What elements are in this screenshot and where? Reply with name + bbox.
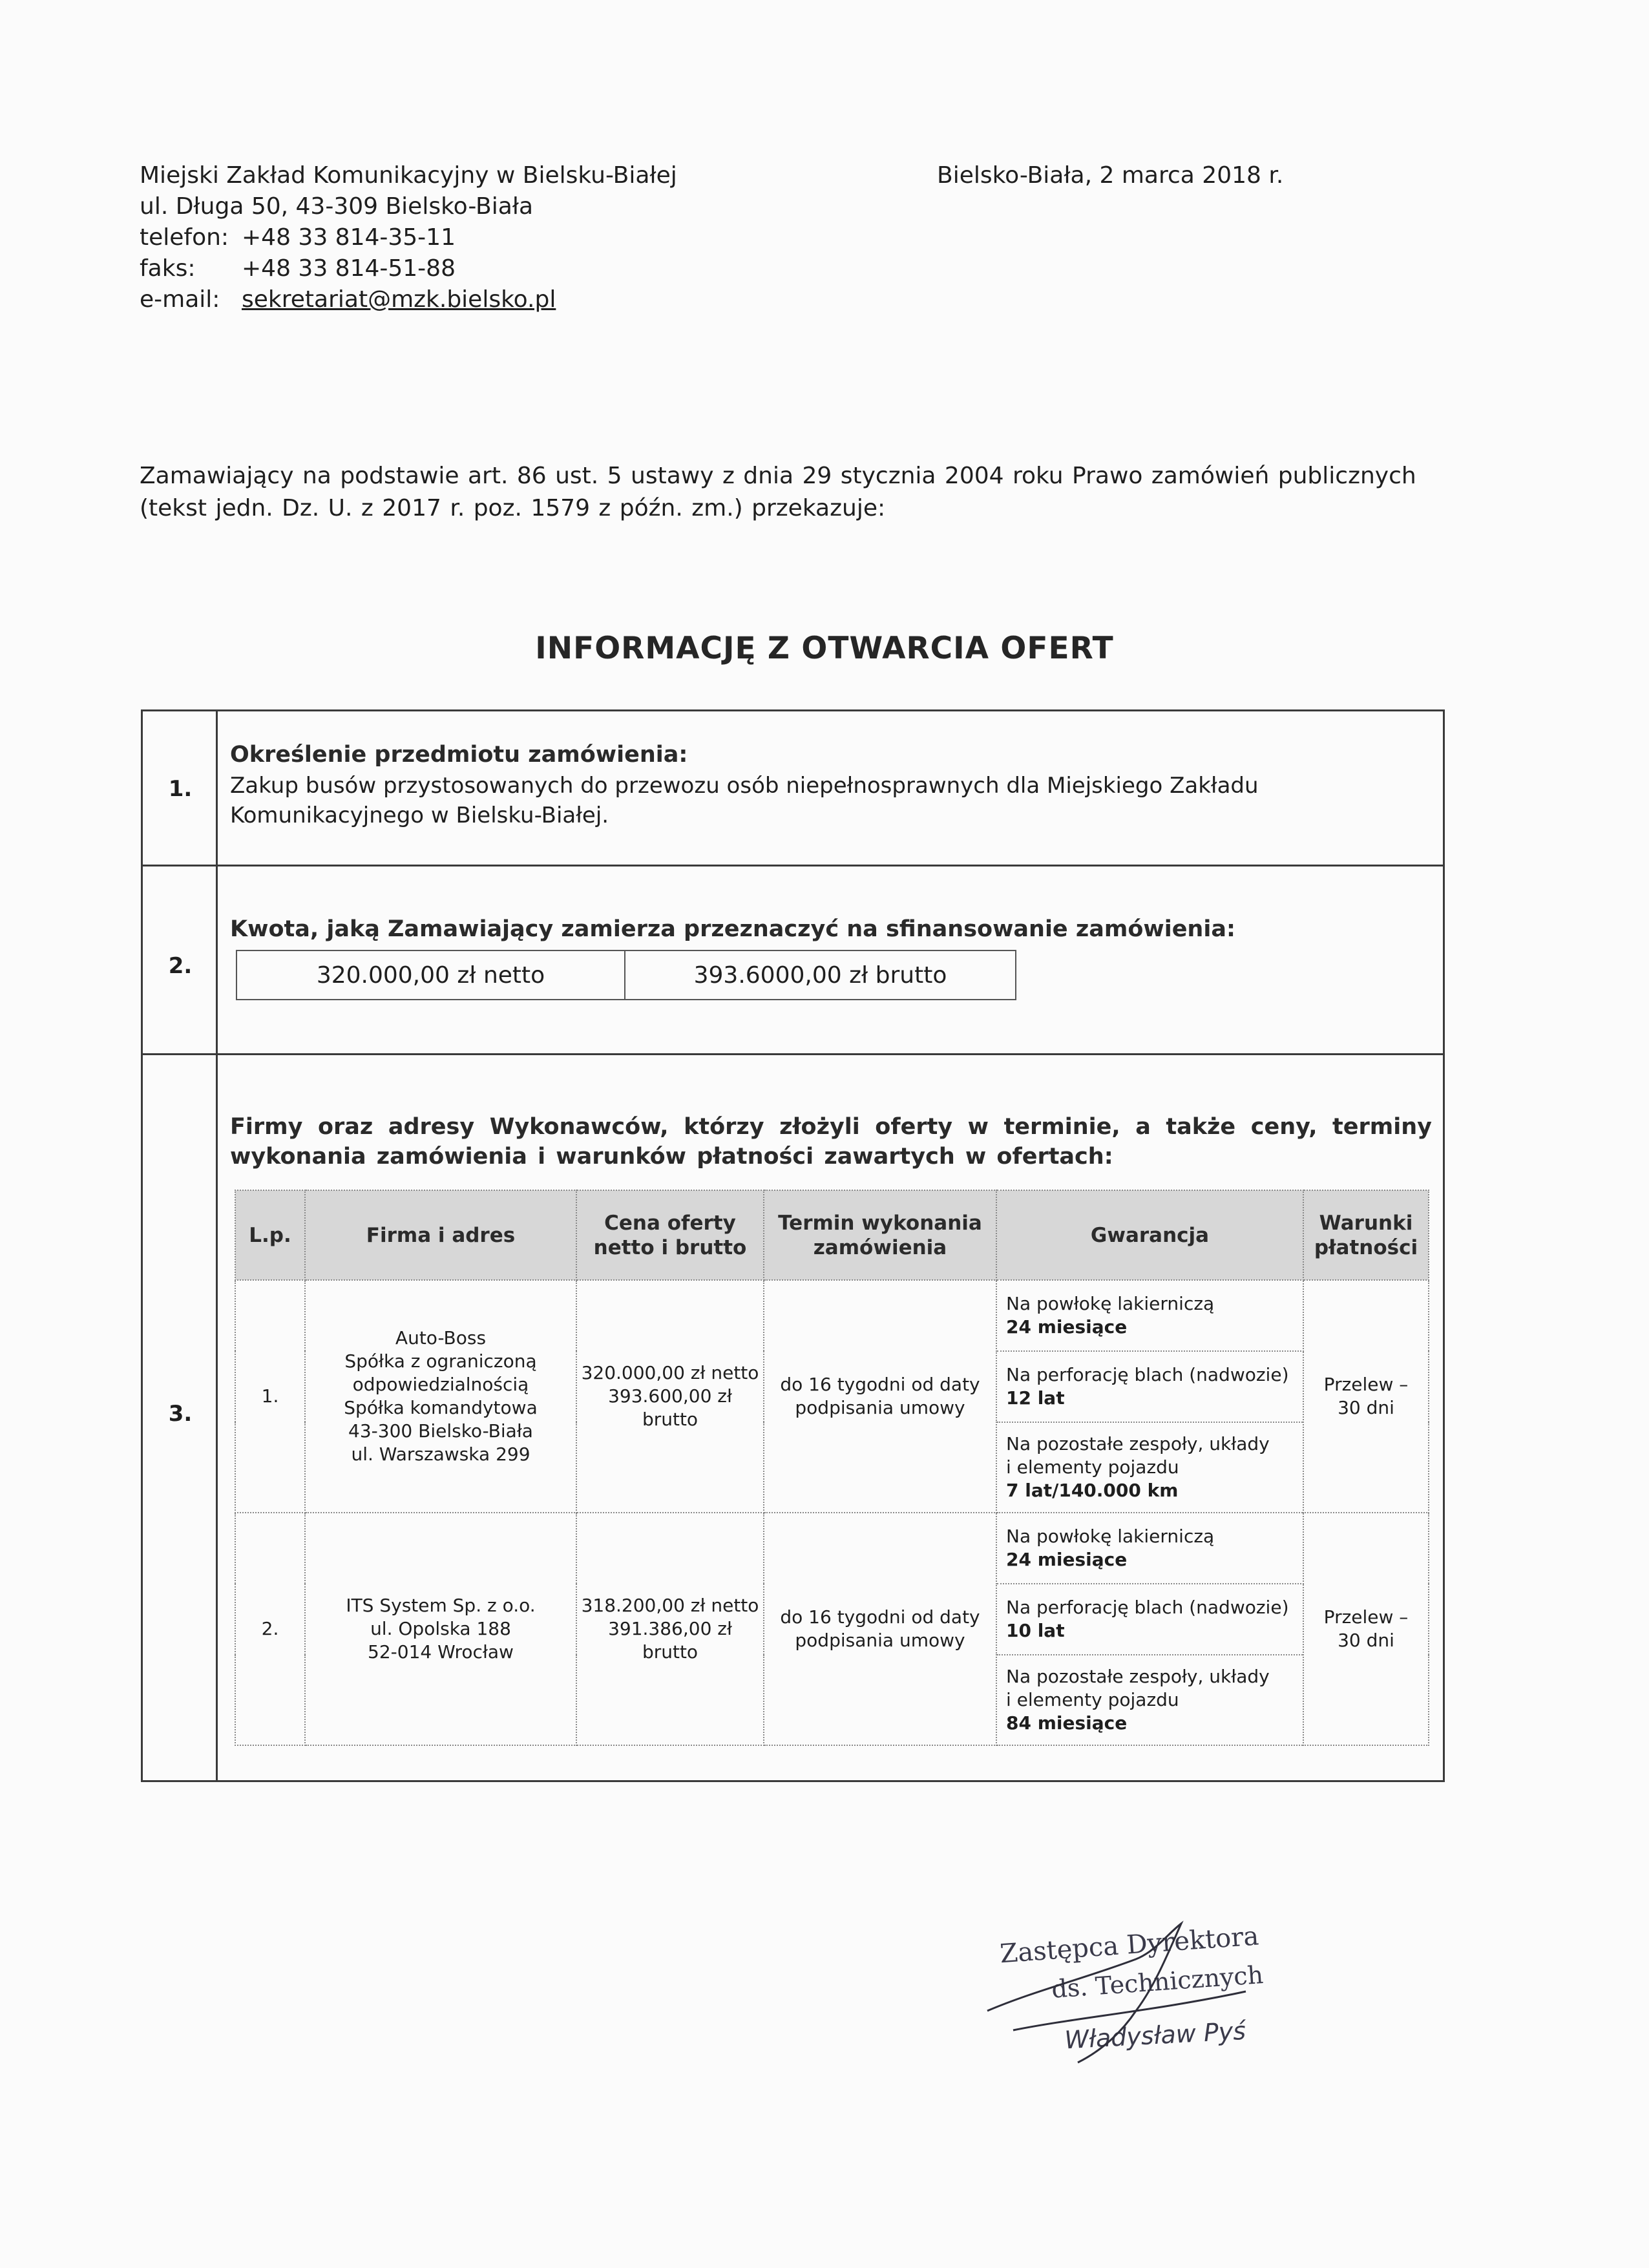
fax-value: +48 33 814-51-88 [242,255,456,282]
row-cena [576,1280,764,1513]
guarantee-value: 10 lat [1006,1620,1065,1641]
firma-line: Spółka z ograniczoną [344,1350,537,1372]
guarantee-value: 24 miesiące [1006,1316,1128,1338]
price-netto: 318.200,00 zł netto [581,1595,759,1616]
termin-line: do 16 tygodni od daty [780,1606,980,1628]
amount-netto: 320.000,00 zł netto [316,961,545,989]
section-1-text: Zakup busów przystosowanych do przewozu osób niepełnosprawnych dla Miejskiego Zakładu Komunikacyjnego w Bielsku-Białej. [230,773,1259,828]
guarantee-label: Na perforację blach (nadwozie) [1006,1364,1289,1385]
number-column-divider [216,711,218,1780]
firma-line: odpowiedzialnością [352,1374,529,1395]
row-firma [305,1513,576,1745]
phone-label: telefon: [140,224,229,251]
offers-header-row [235,1190,1429,1280]
section-1-number: 1. [168,776,193,802]
row-lp: 1. [235,1280,305,1513]
row-termin [764,1280,996,1513]
termin-line: podpisania umowy [795,1397,965,1418]
email-link[interactable]: sekretariat@mzk.bielsko.pl [242,286,556,313]
section-divider-2 [143,1053,1443,1055]
warunki-line: 30 dni [1338,1630,1394,1651]
guarantee-label: Na pozostałe zespoły, układy [1006,1666,1270,1687]
price-netto: 320.000,00 zł netto [581,1362,759,1383]
guarantee-label: Na powłokę lakierniczą [1006,1293,1215,1314]
row-firma [305,1280,576,1513]
sender-phone [140,222,677,253]
guarantee-label: Na perforację blach (nadwozie) [1006,1597,1289,1618]
table-row [235,1280,1429,1351]
row-cena [576,1513,764,1745]
warunki-line: 30 dni [1338,1397,1394,1418]
guarantee-perforation [996,1351,1303,1422]
header-firma: Firma i adres [305,1190,576,1280]
guarantee-other [996,1655,1303,1745]
firma-line: ul. Opolska 188 [370,1618,511,1639]
signature-stamp [974,1914,1310,2082]
guarantee-label: i elementy pojazdu [1006,1456,1179,1478]
header-cena: Cena oferty netto i brutto [576,1190,764,1280]
document-title: INFORMACJĘ Z OTWARCIA OFERT [535,631,1114,666]
row-warunki [1303,1280,1429,1513]
signer-name: Władysław Pyś [1064,2016,1247,2055]
guarantee-label: Na powłokę lakierniczą [1006,1526,1215,1547]
price-brutto: 393.600,00 zł brutto [608,1385,732,1430]
stamp-line-2: ds. Technicznych [1050,1960,1265,2004]
guarantee-other [996,1422,1303,1513]
intro-paragraph: Zamawiający na podstawie art. 86 ust. 5 ustawy z dnia 29 stycznia 2004 roku Prawo zamówień publicznych (tekst jedn. Dz. U. z 2017 r. poz. 1579 z późn. zm.) przekazuje: [140,463,1416,521]
sender-address: ul. Długa 50, 43-309 Bielsko-Biała [140,193,534,220]
guarantee-value: 7 lat/140.000 km [1006,1480,1179,1501]
fax-label: faks: [140,255,196,282]
guarantee-label: Na pozostałe zespoły, układy [1006,1433,1270,1454]
header-termin: Termin wykonania zamówienia [764,1190,996,1280]
warunki-line: Przelew – [1323,1374,1409,1395]
firma-line: ITS System Sp. z o.o. [346,1595,536,1616]
table-row [235,1513,1429,1584]
document-date: Bielsko-Biała, 2 marca 2018 r. [937,162,1284,189]
guarantee-label: i elementy pojazdu [1006,1689,1179,1710]
section-2-number: 2. [168,953,193,979]
sender-fax [140,253,677,284]
firma-line: 52-014 Wrocław [368,1641,514,1663]
guarantee-paint [996,1513,1303,1584]
phone-value: +48 33 814-35-11 [242,224,456,251]
firma-line: Auto-Boss [395,1327,487,1349]
firma-line: 43-300 Bielsko-Biała [348,1420,533,1442]
section-1-heading: Określenie przedmiotu zamówienia: [230,742,688,768]
section-3-heading: Firmy oraz adresy Wykonawców, którzy złożyli oferty w terminie, a także ceny, terminy wykonania zamówienia i warunków płatności zawartych w ofertach: [230,1114,1432,1170]
guarantee-paint [996,1280,1303,1351]
header-gwarancja: Gwarancja [996,1190,1303,1280]
header-lp: L.p. [235,1190,305,1280]
stamp-line-1: Zastępca Dyrektora [999,1921,1260,1969]
termin-line: do 16 tygodni od daty [780,1374,980,1395]
amount-brutto: 393.6000,00 zł brutto [624,951,1015,999]
row-termin [764,1513,996,1745]
section-3-number: 3. [168,1401,193,1427]
firma-line: ul. Warszawska 299 [351,1444,530,1465]
section-2-heading: Kwota, jaką Zamawiający zamierza przeznaczyć na sfinansowanie zamówienia: [230,916,1235,942]
amount-box [236,950,1016,1000]
main-table [141,709,1445,1782]
guarantee-value: 84 miesiące [1006,1712,1128,1734]
firma-line: Spółka komandytowa [344,1397,538,1418]
guarantee-perforation [996,1584,1303,1655]
header-warunki: Warunki płatności [1303,1190,1429,1280]
guarantee-value: 24 miesiące [1006,1549,1128,1570]
warunki-line: Przelew – [1323,1606,1409,1628]
sender-block [140,160,677,315]
row-lp: 2. [235,1513,305,1745]
price-brutto: 391.386,00 zł brutto [608,1618,732,1663]
guarantee-value: 12 lat [1006,1387,1065,1409]
termin-line: podpisania umowy [795,1630,965,1651]
offers-table [235,1190,1429,1746]
row-warunki [1303,1513,1429,1745]
sender-name: Miejski Zakład Komunikacyjny w Bielsku-Białej [140,162,677,189]
sender-email [140,284,677,315]
section-divider-1 [143,865,1443,866]
email-label: e-mail: [140,286,220,313]
